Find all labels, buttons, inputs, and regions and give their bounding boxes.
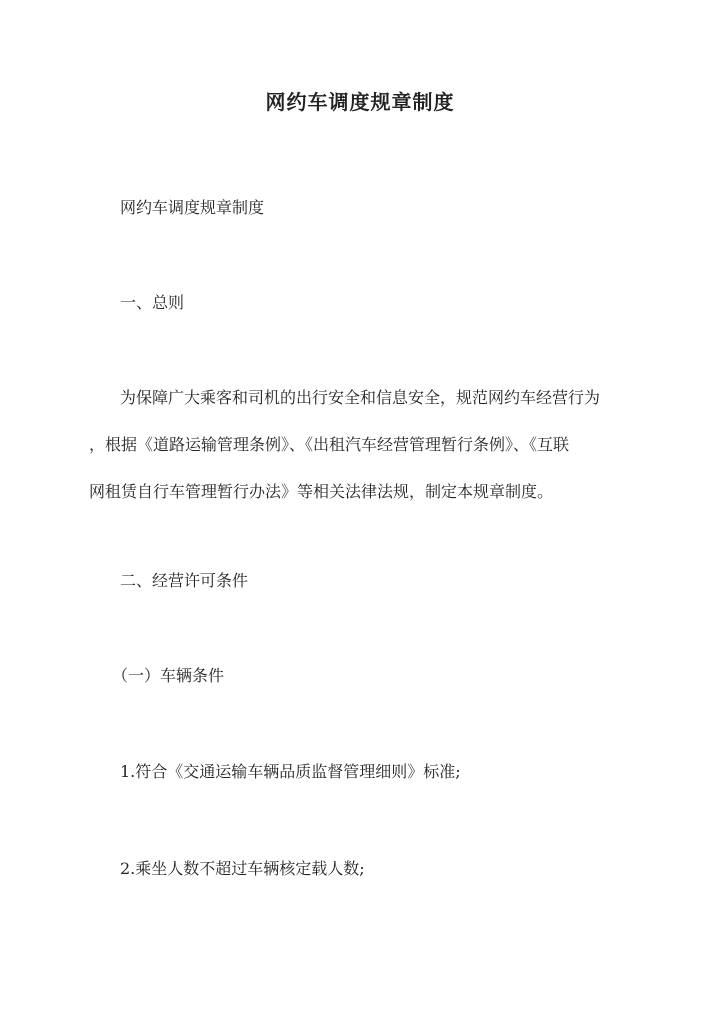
list-item: 1.符合《交通运输车辆品质监督管理细则》标准; <box>120 762 461 781</box>
paragraph-line-1: 为保障广大乘客和司机的出行安全和信息安全，规范网约车经营行为 <box>120 388 601 407</box>
subsection-heading-vehicle: （一）车辆条件 <box>112 666 225 685</box>
document-title: 网约车调度规章制度 <box>265 90 455 114</box>
paragraph-line-3: 网租赁自行车管理暂行办法》等相关法律法规，制定本规章制度。 <box>89 482 554 501</box>
section-heading-license: 二、经营许可条件 <box>120 571 249 590</box>
list-item: 2.乘坐人数不超过车辆核定载人数; <box>120 859 365 878</box>
section-heading-general: 一、总则 <box>120 293 185 312</box>
document-subtitle: 网约车调度规章制度 <box>120 198 265 217</box>
paragraph-line-2: ，根据《道路运输管理条例》、《出租汽车经营管理暂行条例》、《互联 <box>89 435 570 454</box>
